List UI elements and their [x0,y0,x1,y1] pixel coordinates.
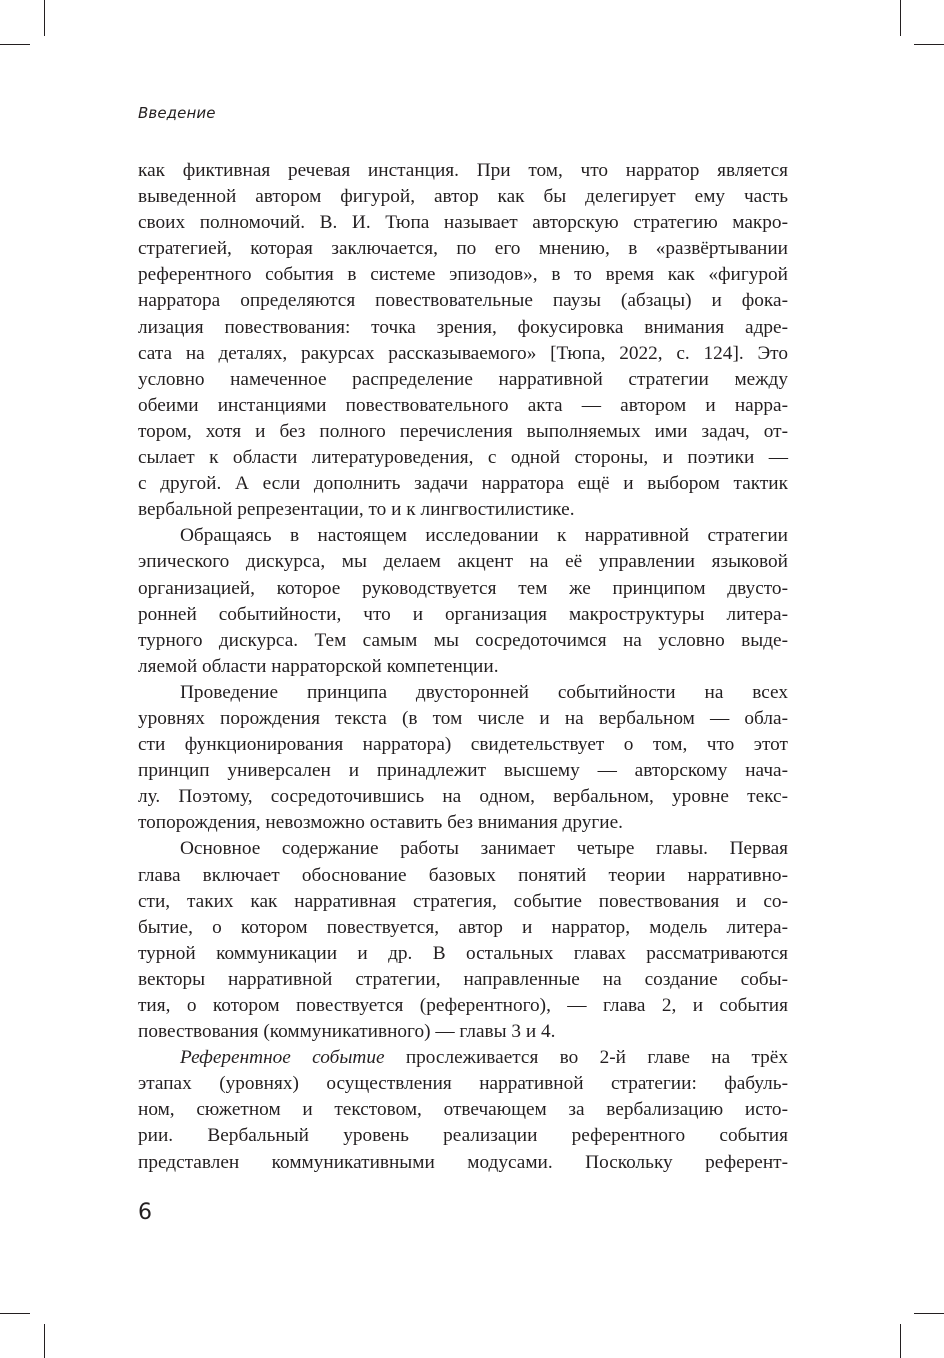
text-line: Основное содержание работы занимает четыре главы. Первая [180,838,788,860]
text-line: с другой. А если дополнить задачи нарратора ещё и выбором тактик [138,473,788,495]
text-line: ронней событийности, что и организация макроструктуры литера- [138,603,788,625]
text-run: прослеживается во 2-й главе на трёх [384,1047,788,1069]
crop-mark-top-left [44,0,45,36]
text-line: как фиктивная речевая инстанция. При том, что нарратор является [138,160,788,181]
text-line: турной коммуникации и др. В остальных главах рассматриваются [138,942,788,964]
text-line: лу. Поэтому, сосредоточившись на одном, вербальном, уровне текс- [138,786,788,808]
crop-mark-top-left [0,44,30,45]
text-line: выведенной автором фигурой, автор как бы делегирует ему часть [138,186,788,208]
crop-mark-bottom-right [914,1313,944,1314]
text-line: лизация повествования: точка зрения, фокусировка внимания адре- [138,316,788,338]
text-line: тором, хотя и без полного перечисления выполняемых ими задач, от- [138,420,788,442]
text-line: повествования (коммуникативного) — главы 3 и 4. [138,1021,556,1043]
text-line: Проведение принципа двусторонней событийности на всех [180,681,788,703]
text-line: организацией, которое руководствуется тем же принципом двусто- [138,577,788,599]
text-line: ном, сюжетном и текстовом, отвечающем за вербализацию исто- [138,1099,788,1121]
text-line: уровнях порождения текста (в том числе и на вербальном — обла- [138,707,788,729]
text-line: этапах (уровнях) осуществления нарративной стратегии: фабуль- [138,1073,788,1095]
running-head: Введение [138,104,216,122]
crop-mark-top-right [900,0,901,36]
text-line: ляемой области нарраторской компетенции. [138,655,499,677]
text-line: сти, таких как нарративная стратегия, событие повествования и со- [138,890,788,912]
text-line: условно намеченное распределение нарративной стратегии между [138,368,788,390]
text-line: обеими инстанциями повествовательного акта — автором и нарра- [138,394,788,416]
text-line: вербальной репрезентации, то и к лингвостилистике. [138,499,575,521]
text-line: референтного события в системе эпизодов», в то время как «фигурой [138,264,788,286]
body-text [138,158,788,1176]
crop-mark-bottom-right [900,1324,901,1358]
text-line: бытие, о котором повествуется, автор и нарратор, модель литера- [138,916,788,938]
text-line: сти функционирования нарратора) свидетельствует о том, что этот [138,734,788,756]
text-line: стратегией, которая заключается, по его мнению, в «развёртывании [138,238,788,260]
text-line: сылает к области литературоведения, с одной стороны, и поэтики — [138,447,788,469]
text-line: нарратора определяются повествовательные паузы (абзацы) и фока- [138,290,788,312]
text-line: рии. Вербальный уровень реализации референтного события [138,1125,788,1147]
text-line: глава включает обоснование базовых понятий теории нарративно- [138,864,788,886]
page-number: 6 [138,1200,152,1225]
text-line: векторы нарративной стратегии, направленные на создание собы- [138,968,788,990]
text-line: эпического дискурса, мы делаем акцент на её управлении языковой [138,551,788,573]
paragraph-5 [138,1045,788,1175]
text-line: своих полномочий. В. И. Тюпа называет авторскую стратегию макро- [138,212,788,234]
text-line: представлен коммуникативными модусами. Поскольку референт- [138,1151,788,1173]
italic-term: Референтное событие [180,1047,385,1069]
text-line: топорождения, невозможно оставить без внимания другие. [138,812,623,834]
crop-mark-top-right [914,44,944,45]
text-line: тия, о котором повествуется (референтного), — глава 2, и события [138,995,788,1016]
text-line: принцип универсален и принадлежит высшему — авторскому нача- [138,760,788,782]
paragraph-2 [138,523,788,680]
text-line: турного дискурса. Тем самым мы сосредоточимся на условно выде- [138,629,788,651]
crop-mark-bottom-left [44,1324,45,1358]
paragraph-4 [138,836,788,1045]
text-line [138,1045,788,1071]
text-line: сата на деталях, ракурсах рассказываемого» [Тюпа, 2022, с. 124]. Это [138,342,788,364]
paragraph-3 [138,680,788,837]
paragraph-1 [138,158,788,523]
text-line: Обращаясь в настоящем исследовании к нарративной стратегии [180,525,788,547]
crop-mark-bottom-left [0,1313,30,1314]
